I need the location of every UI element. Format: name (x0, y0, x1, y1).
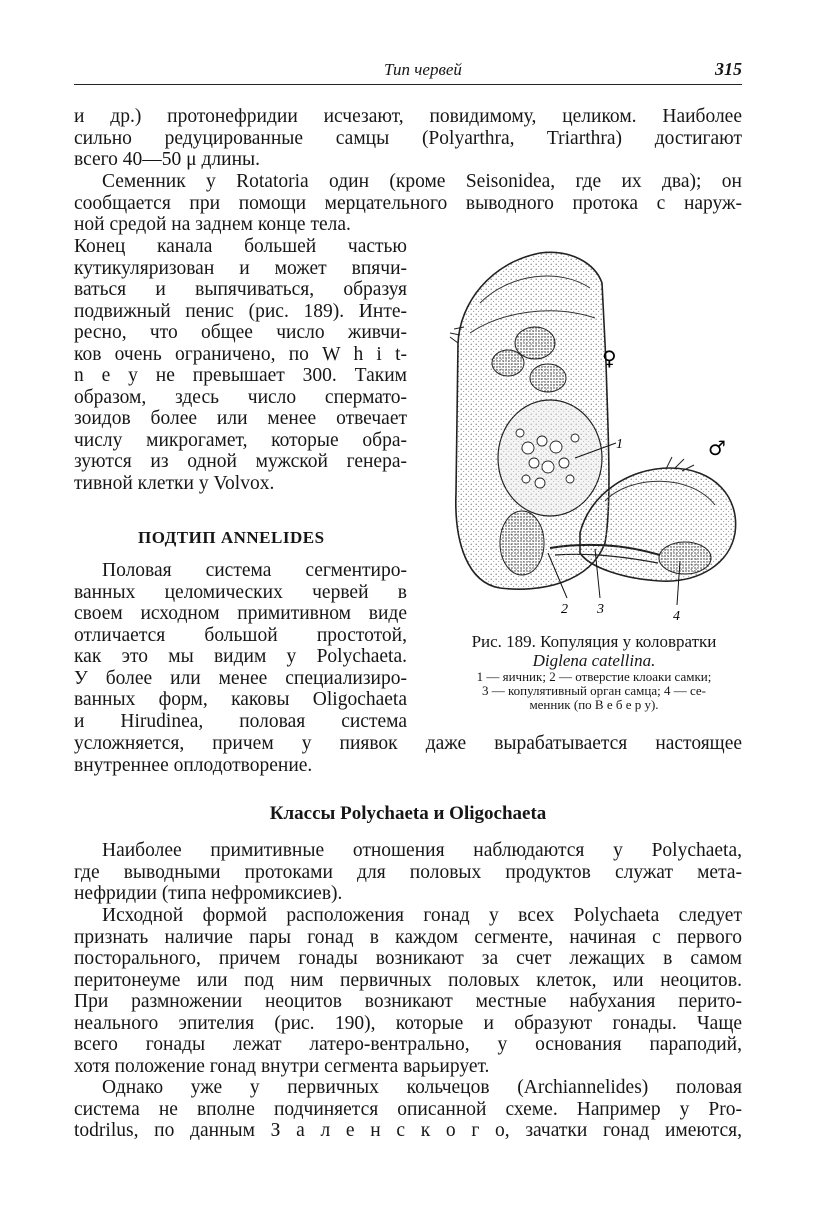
text-line: посторального, причем гонады возникают за счет лежащих в самом (74, 948, 742, 969)
text-line: Половая система сегментиро- (102, 560, 407, 581)
text-line: как это мы видим у Polychaeta. (74, 646, 407, 667)
text-line: своем исходном примитивном виде (74, 603, 407, 624)
text-line: кутикуляризован и может впячи- (74, 257, 407, 279)
text-line: и др.) протонефридии исчезают, повидимому, целиком. Наиболее (74, 106, 742, 127)
text-line: образом, здесь число спермато- (74, 386, 407, 408)
female-symbol: ♀ (602, 346, 617, 370)
caption-legend-line: 3 — копулятивный орган самца; 4 — се- (481, 683, 707, 698)
section-heading-classes: Классы Polychaeta и Oligochaeta (269, 803, 547, 824)
paragraph-3 (74, 733, 742, 776)
text-line: признать наличие пары гонад в каждом сегменте, начиная с первого (74, 926, 742, 948)
paragraph-2-column (74, 236, 407, 494)
text-line: система не вполне подчиняется описанной схеме. Например у Pro- (74, 1098, 742, 1120)
text-line: зуются из одной мужской генера- (74, 451, 407, 472)
text-line: n e y не превышает 300. Таким (74, 365, 407, 386)
text-line: числу микрогамет, которые обра- (74, 429, 407, 451)
caption-legend-line: 1 — яичник; 2 — отверстие клоаки самки; (476, 669, 712, 684)
text-line: У более или менее специализиро- (74, 667, 407, 689)
label-2: 2 (561, 602, 568, 617)
label-1: 1 (616, 437, 623, 452)
text-line: подвижный пенис (рис. 189). Инте- (74, 300, 407, 322)
paragraph-2 (74, 171, 742, 236)
text-line: ков очень ограничено, по W h i t- (74, 343, 407, 365)
page-number: 315 (715, 59, 742, 79)
text-line: сообщается при помощи мерцательного выводного протока с наруж- (74, 192, 742, 214)
text-line: где выводными протоками для половых продуктов служат мета- (74, 861, 742, 883)
text-line: Семенник у Rotatoria один (кроме Seisonidea, где их два); он (102, 171, 742, 192)
figure-189 (430, 243, 760, 625)
text-line: неального эпителия (рис. 190), которые и образуют гонады. Чаще (74, 1012, 742, 1034)
text-line: ной средой на заднем конце тела. (74, 214, 351, 235)
text-line: Однако уже у первичных кольчецов (Archiannelides) половая (102, 1077, 742, 1098)
text-line: ванных форм, каковы Oligochaeta (74, 689, 407, 710)
figure-caption (414, 632, 774, 712)
text-line: сильно редуцированные самцы (Polyarthra, Triarthra) достигают (74, 127, 742, 149)
paragraph-6 (74, 1077, 742, 1142)
text-line: усложняется, причем у пиявок даже вырабатывается настоящее (74, 733, 742, 754)
text-line: внутреннее оплодотворение. (74, 754, 313, 776)
text-line: перитонеуме или под ним первичных половых клеток, или неоцитов. (74, 969, 742, 991)
text-line: ванных целомических червей в (74, 581, 407, 603)
paragraph-4 (74, 840, 742, 905)
paragraph-3-column (74, 560, 407, 732)
text-line: всего гонады лежат латеро-вентрально, у основания параподий, (74, 1034, 742, 1055)
label-4: 4 (673, 609, 680, 624)
section-heading-annelides: ПОДТИП ANNELIDES (138, 528, 325, 547)
text-line: todrilus, по данным З а л е н с к о г о, зачатки гонад имеются, (74, 1120, 742, 1141)
text-line: тивной клетки у Volvox. (74, 472, 275, 494)
paragraph-1 (74, 106, 742, 171)
caption-title: Рис. 189. Копуляция у коловратки (471, 632, 717, 651)
text-line: нефридии (типа нефромиксиев). (74, 883, 343, 904)
text-line: всего 40—50 μ длины. (74, 149, 260, 170)
text-line: Исходной формой расположения гонад у всех Polychaeta следует (102, 905, 742, 926)
rotifer-copulation-illustration (430, 243, 760, 625)
text-line: Наиболее примитивные отношения наблюдаются у Polychaeta, (102, 840, 742, 861)
text-line: ресно, что общее число живчи- (74, 322, 407, 343)
paragraph-5 (74, 905, 742, 1077)
text-line: Конец канала большей частью (74, 236, 407, 257)
text-line: и Hirudinea, половая система (74, 710, 407, 732)
text-line: хотя положение гонад внутри сегмента варьирует. (74, 1055, 490, 1077)
text-line: зоидов более или менее отвечает (74, 408, 407, 429)
running-head (74, 58, 742, 85)
text-line: отличается большой простотой, (74, 624, 407, 646)
label-3: 3 (597, 602, 604, 617)
male-symbol: ♂ (708, 436, 726, 460)
text-line: ваться и выпячиваться, образуя (74, 279, 407, 300)
caption-species: Diglena catellina. (532, 651, 656, 670)
caption-legend-line: менник (по В е б е р у). (529, 697, 659, 712)
running-head-title: Тип червей (384, 60, 462, 79)
text-line: При размножении неоцитов возникают местные набухания перито- (74, 991, 742, 1012)
